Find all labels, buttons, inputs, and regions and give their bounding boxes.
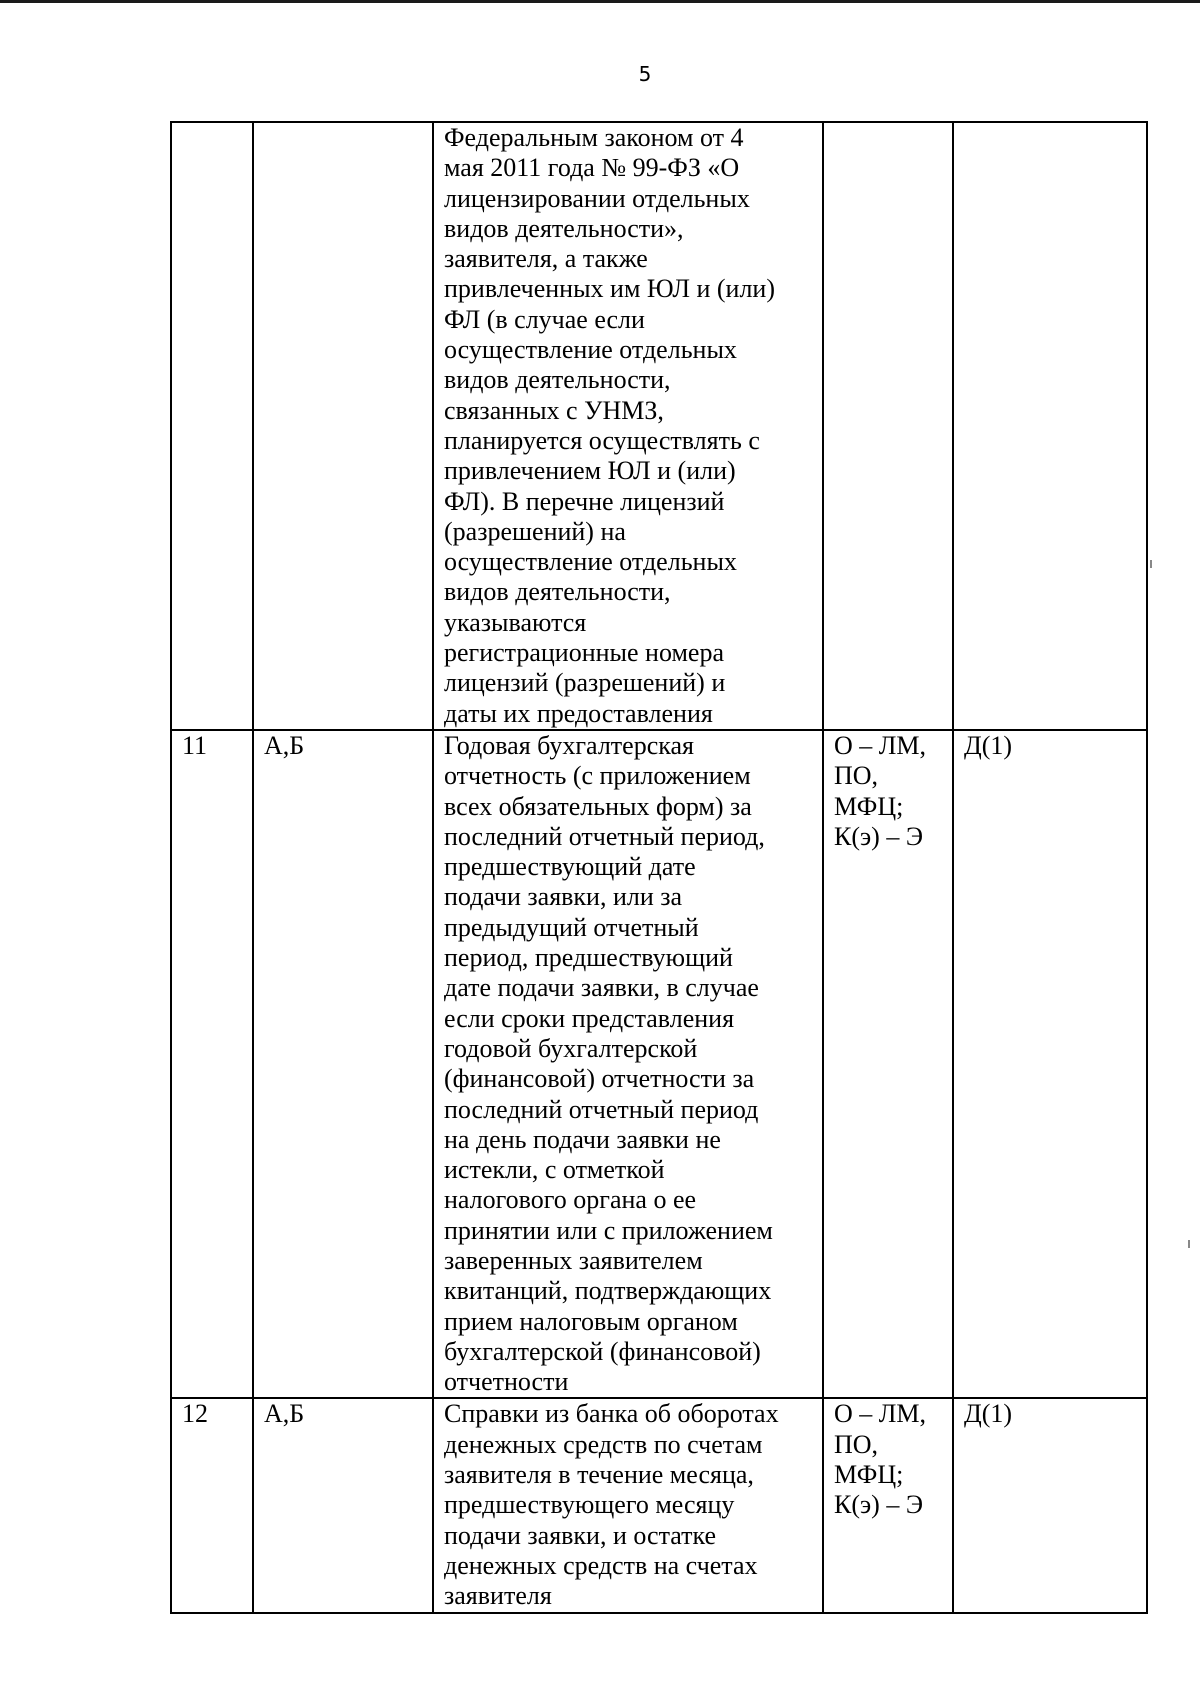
- document-text-line: (разрешений) на: [444, 516, 626, 546]
- requirements-table: [170, 121, 1148, 1614]
- document-text-line: Годовая бухгалтерская: [444, 730, 694, 760]
- document-text-line: планируется осуществлять с: [444, 425, 760, 455]
- document-text-line: заверенных заявителем: [444, 1245, 703, 1275]
- document-text-line: предшествующий дате: [444, 852, 696, 882]
- document-text-line: привлечением ЮЛ и (или): [444, 456, 736, 486]
- document-text-line: ФЛ (в случае если: [444, 304, 645, 334]
- document-text-line: годовой бухгалтерской: [444, 1033, 698, 1063]
- scan-top-edge: [0, 0, 1200, 3]
- applicability-cell: [253, 122, 433, 730]
- row-number-cell: 12: [171, 1398, 253, 1612]
- table-row: [171, 122, 1147, 730]
- document-text-line: подачи заявки, или за: [444, 882, 683, 912]
- submission-form-cell: [823, 730, 953, 1399]
- document-text-line: период, предшествующий: [444, 943, 733, 973]
- document-text-line: привлеченных им ЮЛ и (или): [444, 274, 776, 304]
- document-text-line: предшествующего месяцу: [444, 1490, 735, 1520]
- document-text-line: указываются: [444, 607, 587, 637]
- document-text-line: на день подачи заявки не: [444, 1124, 721, 1154]
- document-text-line: денежных средств на счетах: [444, 1550, 758, 1580]
- document-text-line: последний отчетный период: [444, 1094, 759, 1124]
- document-text-line: лицензировании отдельных: [444, 183, 750, 213]
- scan-mark: [1188, 1240, 1190, 1248]
- document-text-line: всех обязательных форм) за: [444, 791, 752, 821]
- document-description-cell: [433, 730, 823, 1399]
- document-text-line: заявителя в течение месяца,: [444, 1460, 754, 1490]
- requirement-code-cell: [953, 122, 1147, 730]
- document-text-line: мая 2011 года № 99-ФЗ «О: [444, 153, 740, 183]
- submission-form-line: К(э) – Э: [834, 821, 923, 851]
- document-text-line: видов деятельности,: [444, 365, 671, 395]
- document-text-line: если сроки представления: [444, 1003, 735, 1033]
- submission-form-line: О – ЛМ,: [834, 730, 927, 760]
- requirement-code-cell: Д(1): [953, 1398, 1147, 1612]
- document-text-line: регистрационные номера: [444, 638, 724, 668]
- document-text-line: отчетность (с приложением: [444, 761, 751, 791]
- document-text-line: принятии или с приложением: [444, 1215, 773, 1245]
- document-text-line: заявителя: [444, 1581, 552, 1611]
- table-row: [171, 1398, 1147, 1612]
- document-text-line: осуществление отдельных: [444, 547, 737, 577]
- table-row: [171, 730, 1147, 1399]
- document-text-line: осуществление отдельных: [444, 335, 737, 365]
- row-number-cell: 11: [171, 730, 253, 1399]
- document-description-cell: [433, 122, 823, 730]
- document-text-line: истекли, с отметкой: [444, 1155, 665, 1185]
- document-text-line: Справки из банка об оборотах: [444, 1399, 779, 1429]
- document-text-line: денежных средств по счетам: [444, 1429, 763, 1459]
- submission-form-line: О – ЛМ,: [834, 1399, 927, 1429]
- submission-form-line: К(э) – Э: [834, 1490, 923, 1520]
- document-text-line: предыдущий отчетный: [444, 912, 699, 942]
- document-text-line: дате подачи заявки, в случае: [444, 973, 759, 1003]
- document-text-line: квитанций, подтверждающих: [444, 1276, 772, 1306]
- applicability-cell: А,Б: [253, 730, 433, 1399]
- document-text-line: последний отчетный период,: [444, 821, 765, 851]
- submission-form-cell: [823, 1398, 953, 1612]
- document-text-line: лицензий (разрешений) и: [444, 668, 726, 698]
- document-text-line: (финансовой) отчетности за: [444, 1064, 755, 1094]
- document-text-line: видов деятельности,: [444, 577, 671, 607]
- document-text-line: подачи заявки, и остатке: [444, 1520, 717, 1550]
- submission-form-line: ПО,: [834, 1429, 879, 1459]
- document-text-line: связанных с УНМЗ,: [444, 395, 664, 425]
- document-text-line: заявителя, а также: [444, 244, 648, 274]
- table-body: [171, 122, 1147, 1613]
- document-text-line: отчетности: [444, 1367, 569, 1397]
- requirement-code-cell: Д(1): [953, 730, 1147, 1399]
- document-text-line: Федеральным законом от 4: [444, 123, 744, 152]
- submission-form-line: МФЦ;: [834, 791, 904, 821]
- applicability-cell: А,Б: [253, 1398, 433, 1612]
- document-text-line: ФЛ). В перечне лицензий: [444, 486, 725, 516]
- document-text-line: прием налоговым органом: [444, 1306, 738, 1336]
- document-description-cell: [433, 1398, 823, 1612]
- document-text-line: налогового органа о ее: [444, 1185, 697, 1215]
- document-text-line: бухгалтерской (финансовой): [444, 1336, 761, 1366]
- submission-form-cell: [823, 122, 953, 730]
- submission-form-line: МФЦ;: [834, 1460, 904, 1490]
- document-text-line: даты их предоставления: [444, 698, 713, 728]
- row-number-cell: [171, 122, 253, 730]
- page-number: 5: [638, 62, 652, 86]
- scan-mark: [1150, 560, 1152, 568]
- document-text-line: видов деятельности»,: [444, 213, 684, 243]
- submission-form-line: ПО,: [834, 761, 879, 791]
